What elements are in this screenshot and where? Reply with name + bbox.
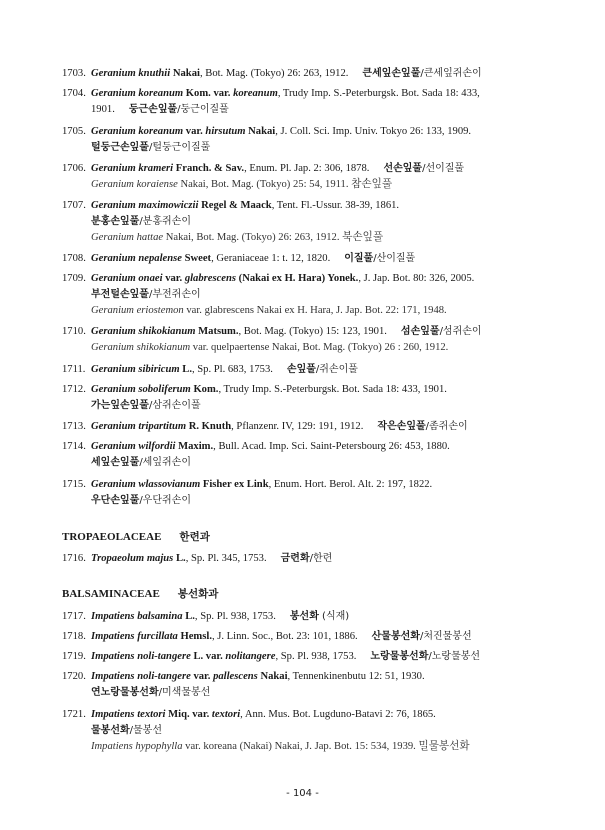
family-korean: 한련과 xyxy=(179,531,210,543)
species-entry xyxy=(62,362,550,378)
korean-name: 털둥근손잎풀 xyxy=(91,142,149,153)
author: Hemsl. xyxy=(180,631,212,642)
korean-alt-name: /삼쥐손이풀 xyxy=(148,400,201,411)
species-entry xyxy=(62,86,550,118)
author: L. var. xyxy=(193,651,226,662)
family-korean: 봉선화과 xyxy=(177,588,219,600)
reference: , Ann. Mus. Bot. Lugduno-Batavi 2: 76, 1865. xyxy=(240,709,436,720)
korean-alt-name: /세잎쥐손이 xyxy=(139,457,191,468)
scientific-name: Geranium wlassovianum xyxy=(91,479,201,490)
korean-alt-name: /한련 xyxy=(309,553,333,564)
scientific-name: Impatiens textori xyxy=(91,709,166,720)
entry-number: 1706. xyxy=(62,163,86,174)
author: Miq. var. xyxy=(168,709,212,720)
korean-alt-name: /좀쥐손이 xyxy=(425,421,468,432)
entry-number: 1711. xyxy=(62,364,86,375)
author: var. xyxy=(193,671,214,682)
korean-alt-name: /분홍쥐손이 xyxy=(139,216,191,227)
korean-name: 세잎손잎풀 xyxy=(91,457,140,468)
entry-number: 1707. xyxy=(62,200,86,211)
author: R. Knuth xyxy=(188,421,232,432)
author: Kom. xyxy=(193,384,219,395)
infraspecific-name: koreanum xyxy=(233,88,278,99)
korean-name: 노랑물봉선화 xyxy=(370,651,429,662)
entry-number: 1719. xyxy=(62,651,86,662)
korean-alt-name: /물봉선 xyxy=(129,725,162,736)
reference: , Sp. Pl. 345, 1753. xyxy=(185,553,267,564)
family-heading xyxy=(62,529,210,545)
scientific-name: Tropaeolum majus xyxy=(91,553,174,564)
author: var. xyxy=(185,126,206,137)
author: Franch. & Sav. xyxy=(175,163,245,174)
reference-year: 1901. xyxy=(91,104,115,115)
korean-alt-name: /처진물봉선 xyxy=(419,631,472,642)
author: L. xyxy=(182,364,192,375)
scientific-name: Geranium koreanum xyxy=(91,88,184,99)
korean-alt-name: /쥐손이풀 xyxy=(315,364,358,375)
entry-number: 1713. xyxy=(62,421,86,432)
entry-number: 1712. xyxy=(62,384,86,395)
synonym-name: Geranium hattae xyxy=(91,232,164,243)
korean-name: 분홍손잎풀 xyxy=(91,216,140,227)
korean-name: 산물봉선화 xyxy=(371,631,420,642)
synonym-reference: var. koreana (Nakai) Nakai, J. Jap. Bot. 15: 534, 1939. 밀물봉선화 xyxy=(182,741,470,752)
entry-number: 1718. xyxy=(62,631,86,642)
reference: , J. Coll. Sci. Imp. Univ. Tokyo 26: 133, 1909. xyxy=(275,126,472,137)
reference: , Sp. Pl. 683, 1753. xyxy=(191,364,273,375)
korean-alt-name: /미색물봉선 xyxy=(158,687,211,698)
korean-name: 이질풀 xyxy=(344,253,374,264)
korean-name: 선손잎풀 xyxy=(383,163,423,174)
author: Kom. var. xyxy=(185,88,234,99)
species-entry xyxy=(62,198,550,246)
scientific-name: Geranium wilfordii xyxy=(91,441,176,452)
korean-name: 물봉선화 xyxy=(91,725,130,736)
korean-name: 금련화 xyxy=(280,553,310,564)
scientific-name: Geranium nepalense xyxy=(91,253,182,264)
korean-alt-name: (식재) xyxy=(318,611,350,622)
entry-number: 1716. xyxy=(62,553,86,564)
scientific-name: Geranium soboliferum xyxy=(91,384,191,395)
scientific-name: Geranium sibiricum xyxy=(91,364,180,375)
synonym-line xyxy=(91,340,550,356)
infraspecific-name: glabrescens xyxy=(184,273,237,284)
korean-name: 손잎풀 xyxy=(286,364,316,375)
scientific-name: Impatiens noli-tangere xyxy=(91,651,191,662)
synonym-reference: Nakai, Bot. Mag. (Tokyo) 25: 54, 1911. 참손잎풀 xyxy=(177,179,393,190)
scientific-name: Geranium krameri xyxy=(91,163,174,174)
author: var. xyxy=(165,273,185,284)
korean-alt-name: /큰세잎쥐손이 xyxy=(420,68,482,79)
author: Nakai xyxy=(172,68,200,79)
entry-number: 1708. xyxy=(62,253,86,264)
synonym-line xyxy=(91,303,550,319)
author: Fisher ex Link xyxy=(202,479,269,490)
author: Matsum. xyxy=(198,326,239,337)
reference: , Bot. Mag. (Tokyo) 26: 263, 1912. xyxy=(199,68,349,79)
reference: , J. Jap. Bot. 80: 326, 2005. xyxy=(358,273,475,284)
scientific-name: Geranium shikokianum xyxy=(91,326,196,337)
author: Regel & Maack xyxy=(201,200,272,211)
family-heading xyxy=(62,586,218,602)
species-entry xyxy=(62,669,550,701)
species-entry xyxy=(62,649,550,665)
korean-name: 작은손잎풀 xyxy=(377,421,426,432)
species-entry xyxy=(62,124,550,156)
korean-alt-name: /산이질풀 xyxy=(373,253,416,264)
korean-alt-name: /노랑물봉선 xyxy=(428,651,481,662)
species-entry xyxy=(62,419,550,435)
scientific-name: Geranium knuthii xyxy=(91,68,171,79)
synonym-line xyxy=(91,230,550,246)
scientific-name: Geranium koreanum xyxy=(91,126,184,137)
reference: , Bull. Acad. Imp. Sci. Saint-Petersbourg 26: 453, 1880. xyxy=(213,441,450,452)
species-entry xyxy=(62,439,550,471)
entry-number: 1709. xyxy=(62,273,86,284)
infraspecific-author: Nakai xyxy=(257,671,288,682)
species-entry xyxy=(62,551,550,567)
infraspecific-name: textori xyxy=(211,709,241,720)
reference: , Pflanzenr. IV, 129: 191, 1912. xyxy=(231,421,364,432)
korean-name: 봉선화 xyxy=(289,611,319,622)
korean-alt-name: /부전쥐손이 xyxy=(148,289,201,300)
korean-name: 섬손잎풀 xyxy=(400,326,440,337)
reference: , J. Linn. Soc., Bot. 23: 101, 1886. xyxy=(211,631,358,642)
species-entry xyxy=(62,477,550,509)
species-entry xyxy=(62,609,550,625)
scientific-name: Impatiens noli-tangere xyxy=(91,671,191,682)
scientific-name: Geranium maximowiczii xyxy=(91,200,199,211)
reference: , Sp. Pl. 938, 1753. xyxy=(275,651,357,662)
korean-alt-name: /섬쥐손이 xyxy=(439,326,482,337)
infraspecific-name: hirsutum xyxy=(205,126,246,137)
page-number: - 104 - xyxy=(286,788,319,799)
reference: , Tennenkinenbutu 12: 51, 1930. xyxy=(287,671,425,682)
entry-number: 1703. xyxy=(62,68,86,79)
author: Maxim. xyxy=(178,441,214,452)
synonym-name: Impatiens hypophylla xyxy=(91,741,183,752)
korean-name: 연노랑물봉선화 xyxy=(91,687,159,698)
species-entry xyxy=(62,251,550,267)
species-entry xyxy=(62,324,550,356)
author: L. xyxy=(175,553,186,564)
korean-name: 가는잎손잎풀 xyxy=(91,400,149,411)
synonym-reference: var. quelpaertense Nakai, Bot. Mag. (Tokyo) 26 : 260, 1912. xyxy=(190,342,449,353)
synonym-reference: var. glabrescens Nakai ex H. Hara, J. Jap. Bot. 22: 171, 1948. xyxy=(183,305,447,316)
entry-number: 1705. xyxy=(62,126,86,137)
korean-alt-name: /털둥근이질풀 xyxy=(148,142,211,153)
species-entry xyxy=(62,707,550,755)
entry-number: 1710. xyxy=(62,326,86,337)
author: L. xyxy=(185,611,195,622)
infraspecific-author: Nakai xyxy=(245,126,276,137)
reference: , Trudy Imp. S.-Peterburgsk. Bot. Sada 18: 433, 1901. xyxy=(218,384,447,395)
entry-number: 1714. xyxy=(62,441,86,452)
author: Sweet xyxy=(184,253,212,264)
entry-number: 1715. xyxy=(62,479,86,490)
reference: , Bot. Mag. (Tokyo) 15: 123, 1901. xyxy=(238,326,387,337)
korean-alt-name: /우단쥐손이 xyxy=(139,495,191,506)
reference: , Sp. Pl. 938, 1753. xyxy=(194,611,276,622)
reference: , Enum. Hort. Berol. Alt. 2: 197, 1822. xyxy=(268,479,433,490)
species-entry xyxy=(62,629,550,645)
family-latin: TROPAEOLACEAE xyxy=(62,531,162,543)
scientific-name: Impatiens furcillata xyxy=(91,631,178,642)
entry-number: 1704. xyxy=(62,88,86,99)
scientific-name: Geranium tripartitum xyxy=(91,421,187,432)
synonym-name: Geranium koraiense xyxy=(91,179,178,190)
reference: , Geraniaceae 1: t. 12, 1820. xyxy=(211,253,331,264)
synonym-name: Geranium shikokianum xyxy=(91,342,191,353)
scientific-name: Geranium onaei xyxy=(91,273,163,284)
synonym-name: Geranium eriostemon xyxy=(91,305,184,316)
entry-number: 1720. xyxy=(62,671,86,682)
korean-alt-name: /선이질풀 xyxy=(422,163,465,174)
reference: , Trudy Imp. S.-Peterburgsk. Bot. Sada 18: 433, xyxy=(277,88,480,99)
korean-alt-name: /둥근이질풀 xyxy=(177,104,229,115)
synonym-reference: Nakai, Bot. Mag. (Tokyo) 26: 263, 1912. 북손잎풀 xyxy=(163,232,384,243)
species-entry xyxy=(62,271,550,319)
korean-name: 큰세잎손잎풀 xyxy=(362,68,421,79)
species-entry xyxy=(62,161,550,193)
infraspecific-name: pallescens xyxy=(213,671,258,682)
entry-number: 1717. xyxy=(62,611,86,622)
reference: , Tent. Fl.-Ussur. 38-39, 1861. xyxy=(271,200,400,211)
korean-name: 둥근손잎풀 xyxy=(128,104,178,115)
species-entry xyxy=(62,66,550,82)
korean-name: 부전털손잎풀 xyxy=(91,289,149,300)
entry-number: 1721. xyxy=(62,709,86,720)
korean-name: 우단손잎풀 xyxy=(91,495,140,506)
scientific-name: Impatiens balsamina xyxy=(91,611,183,622)
family-latin: BALSAMINACEAE xyxy=(62,588,160,600)
synonym-line xyxy=(91,739,550,755)
reference: , Enum. Pl. Jap. 2: 306, 1878. xyxy=(244,163,370,174)
infraspecific-name: nolitangere xyxy=(225,651,276,662)
species-entry xyxy=(62,382,550,414)
infraspecific-author: (Nakai ex H. Hara) Yonek. xyxy=(236,273,359,284)
synonym-line xyxy=(91,177,550,193)
